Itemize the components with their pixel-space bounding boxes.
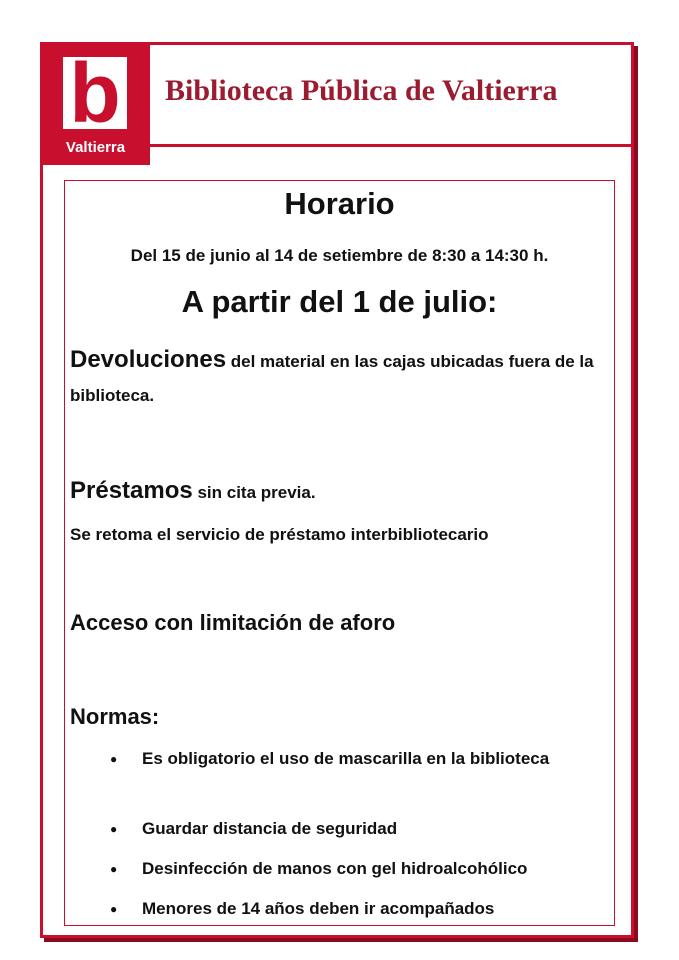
interlibrary-loan-text: Se retoma el servicio de préstamo interbibliotecario bbox=[70, 525, 489, 544]
rule-text: Menores de 14 años deben ir acompañados bbox=[142, 899, 495, 918]
rules-list bbox=[106, 744, 616, 934]
schedule-heading: Horario bbox=[284, 186, 395, 221]
returns-lead: Devoluciones bbox=[70, 346, 227, 373]
rule-item bbox=[106, 854, 616, 894]
schedule-dates: Del 15 de junio al 14 de setiembre de 8:30 a 14:30 h. bbox=[130, 246, 549, 265]
bullet-icon: ● bbox=[110, 822, 118, 836]
loans-paragraph bbox=[70, 474, 610, 510]
logo-b-icon bbox=[63, 46, 127, 140]
returns-paragraph bbox=[70, 343, 610, 413]
logo-letter: b bbox=[69, 46, 121, 140]
rule-item bbox=[106, 814, 616, 854]
access-text: Acceso con limitación de aforo bbox=[70, 610, 396, 635]
returns-text: del material en las cajas ubicadas fuera de la biblioteca. bbox=[70, 352, 594, 405]
rule-item bbox=[106, 894, 616, 934]
from-date-heading: A partir del 1 de julio: bbox=[181, 284, 498, 319]
library-logo bbox=[41, 43, 150, 165]
rules-heading: Normas: bbox=[70, 704, 160, 729]
library-title: Biblioteca Pública de Valtierra bbox=[165, 74, 558, 107]
bullet-icon: ● bbox=[110, 752, 118, 766]
rule-text: Es obligatorio el uso de mascarilla en la biblioteca bbox=[142, 749, 550, 768]
rule-item bbox=[106, 744, 616, 814]
loans-text: sin cita previa. bbox=[192, 483, 316, 502]
rule-text: Desinfección de manos con gel hidroalcohólico bbox=[142, 859, 528, 878]
bullet-icon: ● bbox=[110, 862, 118, 876]
loans-lead: Préstamos bbox=[70, 477, 193, 504]
logo-name: Valtierra bbox=[65, 139, 126, 156]
rule-text: Guardar distancia de seguridad bbox=[142, 819, 398, 838]
bullet-icon: ● bbox=[110, 902, 118, 916]
